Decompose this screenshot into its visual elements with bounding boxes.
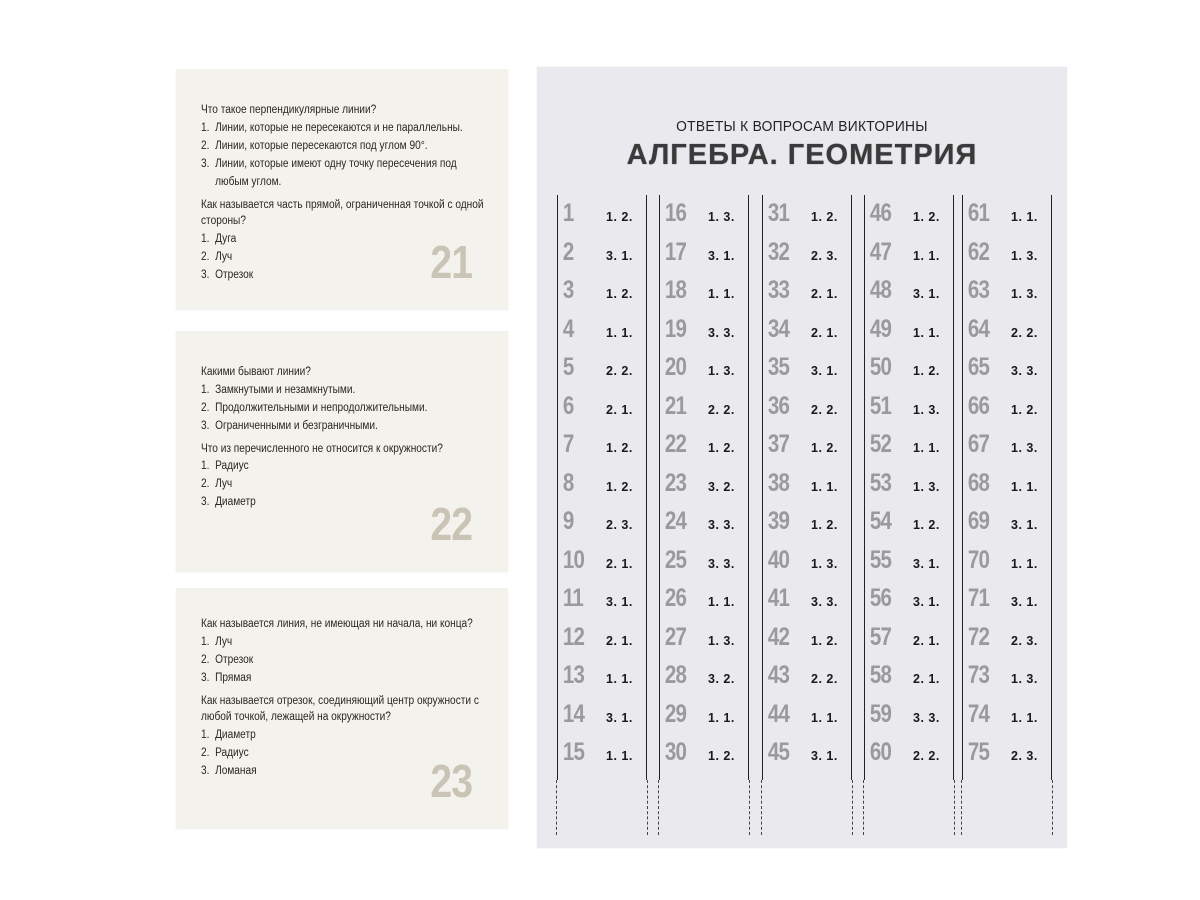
answer-option — [201, 417, 491, 435]
answer-row — [763, 199, 851, 235]
option-number: 3. — [201, 496, 210, 508]
option-text: Линии, которые не пересекаются и не параллельны. — [215, 121, 463, 134]
answer-code: 1. 1. — [708, 595, 735, 609]
answer-code: 1. 3. — [708, 633, 735, 648]
answer-code: 2. 3. — [811, 248, 838, 263]
answer-sheet-subtitle: ОТВЕТЫ К ВОПРОСАМ ВИКТОРИНЫ — [676, 118, 928, 135]
option-text: Отрезок — [215, 268, 254, 281]
question-number: 5 — [562, 353, 574, 381]
question-number: 63 — [967, 276, 990, 304]
answer-row — [558, 392, 646, 428]
question-number: 32 — [767, 237, 790, 266]
answer-code: 1. 3. — [708, 364, 735, 378]
question-number: 52 — [869, 430, 892, 458]
option-number: 3. — [201, 157, 210, 170]
answer-row — [763, 584, 851, 620]
answer-option — [201, 399, 491, 417]
answer-row — [963, 238, 1051, 274]
option-number: 1. — [201, 728, 210, 741]
option-number: 1. — [201, 460, 210, 472]
question-number: 19 — [664, 314, 687, 343]
answer-row — [865, 238, 953, 274]
question-number: 4 — [562, 314, 574, 343]
answer-code: 1. 3. — [1011, 287, 1038, 301]
question-number: 71 — [967, 584, 990, 612]
answer-option — [201, 155, 491, 191]
answer-row — [660, 238, 748, 274]
answer-code: 1. 3. — [1011, 441, 1038, 455]
answer-code: 1. 1. — [708, 287, 735, 301]
answer-code: 1. 2. — [606, 479, 633, 494]
answer-row — [763, 700, 851, 736]
answer-code: 1. 3. — [708, 210, 735, 224]
answer-row — [963, 546, 1051, 582]
answer-options — [201, 633, 491, 687]
answer-row — [963, 623, 1051, 659]
answer-sheet — [537, 67, 1067, 848]
answer-row — [660, 276, 748, 312]
option-number: 3. — [201, 764, 210, 777]
answer-code: 1. 3. — [1011, 672, 1038, 686]
answer-code: 1. 1. — [913, 248, 940, 263]
option-text: Радиус — [215, 746, 249, 759]
question-number: 40 — [767, 545, 790, 574]
answer-code: 2. 1. — [811, 325, 838, 340]
answer-row — [558, 738, 646, 774]
answer-code: 3. 3. — [708, 556, 735, 571]
question-number: 42 — [767, 622, 790, 651]
question-number: 33 — [767, 276, 790, 304]
option-number: 2. — [201, 746, 210, 759]
answer-column-2 — [659, 195, 749, 780]
answer-row — [865, 315, 953, 351]
option-number: 3. — [201, 419, 210, 432]
question-number: 54 — [869, 507, 892, 535]
option-number: 2. — [201, 250, 210, 263]
answer-code: 1. 2. — [1011, 402, 1038, 417]
question-number: 73 — [967, 661, 990, 689]
answer-row — [660, 353, 748, 389]
answer-option — [201, 633, 491, 651]
question-number: 2 — [562, 237, 574, 266]
answer-code: 2. 2. — [811, 402, 838, 417]
answer-options — [201, 381, 491, 435]
answer-code: 2. 3. — [1011, 749, 1038, 763]
answer-code: 3. 3. — [708, 518, 735, 532]
answer-option — [201, 457, 491, 475]
answer-row — [558, 276, 646, 312]
question-number: 34 — [767, 314, 790, 343]
answer-row — [865, 546, 953, 582]
answer-code: 3. 1. — [1011, 518, 1038, 532]
answer-row — [963, 353, 1051, 389]
question-number: 46 — [869, 199, 892, 227]
question-number: 1 — [562, 199, 574, 227]
question-number: 6 — [562, 391, 574, 420]
option-number: 2. — [201, 653, 210, 666]
question-number: 56 — [869, 584, 892, 612]
question-text: Что такое перпендикулярные линии? — [201, 104, 377, 116]
question-number: 66 — [967, 391, 990, 420]
answer-code: 3. 2. — [708, 479, 735, 494]
answer-code: 3. 1. — [606, 248, 633, 263]
answer-row — [865, 584, 953, 620]
answer-code: 2. 1. — [913, 633, 940, 648]
answer-row — [660, 738, 748, 774]
answer-row — [558, 546, 646, 582]
question-number: 23 — [664, 468, 687, 497]
option-number: 1. — [201, 121, 210, 134]
option-text: Луч — [215, 478, 233, 490]
answer-row — [865, 353, 953, 389]
quiz-card-23 — [176, 588, 508, 828]
answer-row — [558, 661, 646, 697]
answer-row — [660, 507, 748, 543]
answer-row — [865, 276, 953, 312]
answer-row — [763, 661, 851, 697]
answer-code: 1. 2. — [913, 210, 940, 224]
option-text: Прямая — [215, 671, 252, 684]
answer-row — [660, 430, 748, 466]
option-number: 1. — [201, 635, 210, 648]
answer-code: 3. 1. — [913, 287, 940, 301]
answer-row — [763, 392, 851, 428]
answer-code: 1. 1. — [913, 441, 940, 455]
answer-row — [558, 507, 646, 543]
answer-code: 1. 1. — [1011, 710, 1038, 725]
card-number: 23 — [430, 755, 472, 807]
question-number: 3 — [562, 276, 574, 304]
question-number: 55 — [869, 545, 892, 574]
question-number: 69 — [967, 507, 990, 535]
quiz-card-21 — [176, 69, 508, 309]
answer-code: 1. 2. — [606, 287, 633, 301]
answer-code: 1. 2. — [913, 364, 940, 378]
answer-row — [963, 738, 1051, 774]
answer-row — [660, 661, 748, 697]
answer-code: 3. 1. — [606, 710, 633, 725]
answer-row — [660, 315, 748, 351]
answer-code: 1. 3. — [811, 556, 838, 571]
option-number: 1. — [201, 232, 210, 245]
question-number: 72 — [967, 622, 990, 651]
answer-row — [763, 238, 851, 274]
question-number: 27 — [664, 622, 687, 651]
question-number: 59 — [869, 699, 892, 728]
question-number: 38 — [767, 468, 790, 497]
quiz-card-22 — [176, 331, 508, 571]
answer-option — [201, 119, 491, 137]
answer-option — [201, 726, 491, 744]
answer-row — [963, 430, 1051, 466]
answer-code: 3. 3. — [811, 595, 838, 609]
option-text: Замкнутыми и незамкнутыми. — [215, 383, 356, 396]
question-number: 61 — [967, 199, 990, 227]
answer-row — [865, 738, 953, 774]
answer-row — [963, 276, 1051, 312]
option-text: Луч — [215, 250, 233, 263]
answer-code: 2. 2. — [811, 672, 838, 686]
question-text: Как называется отрезок, соединяющий центр окружности с любой точкой, лежащей на окружности? — [201, 694, 479, 723]
answer-option — [201, 475, 491, 493]
answer-row — [558, 353, 646, 389]
question-number: 9 — [562, 507, 574, 535]
question-number: 17 — [664, 237, 687, 266]
answer-code: 1. 2. — [708, 749, 735, 763]
question-number: 58 — [869, 661, 892, 689]
option-number: 2. — [201, 478, 210, 490]
question-number: 21 — [664, 391, 687, 420]
answer-row — [660, 700, 748, 736]
answer-row — [763, 430, 851, 466]
question-number: 26 — [664, 584, 687, 612]
answer-row — [865, 623, 953, 659]
question-number: 11 — [562, 584, 583, 612]
question-number: 70 — [967, 545, 990, 574]
answer-row — [865, 507, 953, 543]
answer-row — [865, 199, 953, 235]
answer-options — [201, 119, 491, 191]
answer-column-1 — [557, 195, 647, 780]
answer-row — [660, 546, 748, 582]
answer-row — [963, 199, 1051, 235]
answer-code: 2. 1. — [606, 556, 633, 571]
answer-row — [763, 469, 851, 505]
question-number: 37 — [767, 430, 790, 458]
question-number: 60 — [869, 738, 892, 766]
answer-code: 1. 1. — [708, 710, 735, 725]
answer-code: 1. 1. — [811, 479, 838, 494]
question-number: 49 — [869, 314, 892, 343]
answer-row — [763, 507, 851, 543]
question-number: 44 — [767, 699, 790, 728]
question-number: 36 — [767, 391, 790, 420]
answer-row — [558, 469, 646, 505]
card-number: 21 — [430, 236, 472, 288]
answer-code: 3. 1. — [606, 595, 633, 609]
question-number: 50 — [869, 353, 892, 381]
answer-code: 1. 1. — [606, 749, 633, 763]
question-number: 57 — [869, 622, 892, 651]
question-number: 12 — [562, 622, 585, 651]
question-number: 62 — [967, 237, 990, 266]
answer-row — [763, 546, 851, 582]
option-number: 2. — [201, 401, 210, 414]
answer-code: 3. 2. — [708, 672, 735, 686]
answer-sheet-title: АЛГЕБРА. ГЕОМЕТРИЯ — [626, 139, 978, 171]
answer-row — [763, 738, 851, 774]
answer-row — [763, 276, 851, 312]
answer-option — [201, 669, 491, 687]
option-text: Ограниченными и безграничными. — [215, 419, 378, 432]
answer-code: 2. 2. — [1011, 325, 1038, 340]
answer-code: 2. 2. — [913, 749, 940, 763]
option-number: 1. — [201, 383, 210, 396]
option-number: 3. — [201, 671, 210, 684]
question-number: 43 — [767, 661, 790, 689]
card-number: 22 — [430, 498, 472, 550]
answer-row — [865, 661, 953, 697]
answer-row — [660, 199, 748, 235]
answer-code: 3. 3. — [1011, 364, 1038, 378]
option-text: Диаметр — [215, 496, 256, 508]
question-number: 31 — [767, 199, 790, 227]
answer-option — [201, 137, 491, 155]
answer-row — [763, 623, 851, 659]
answer-code: 1. 3. — [1011, 248, 1038, 263]
answer-code: 3. 1. — [913, 556, 940, 571]
answer-row — [558, 238, 646, 274]
answer-row — [558, 700, 646, 736]
question-text: Какими бывают линии? — [201, 366, 311, 378]
option-text: Линии, которые имеют одну точку пересечения под любым углом. — [215, 157, 457, 188]
question-number: 68 — [967, 468, 990, 497]
option-number: 2. — [201, 139, 210, 152]
answer-code: 2. 1. — [913, 672, 940, 686]
question-text: Что из перечисленного не относится к окружности? — [201, 442, 443, 455]
answer-code: 1. 1. — [606, 325, 633, 340]
answer-code: 2. 1. — [606, 402, 633, 417]
question-number: 29 — [664, 699, 687, 728]
question-text: Как называется линия, не имеющая ни начала, ни конца? — [201, 618, 473, 630]
answer-code: 1. 1. — [913, 325, 940, 340]
answer-option — [201, 651, 491, 669]
answer-code: 3. 1. — [811, 749, 838, 763]
option-text: Радиус — [215, 460, 249, 472]
answer-code: 2. 2. — [606, 364, 633, 378]
question-number: 74 — [967, 699, 990, 728]
answer-row — [660, 584, 748, 620]
answer-row — [763, 315, 851, 351]
question-text: Как называется часть прямой, ограниченная точкой с одной стороны? — [201, 198, 484, 227]
answer-code: 3. 1. — [708, 248, 735, 263]
question-number: 10 — [562, 545, 585, 574]
question-number: 45 — [767, 738, 790, 766]
answer-option — [201, 381, 491, 399]
question-number: 18 — [664, 276, 687, 304]
answer-code: 1. 1. — [1011, 210, 1038, 224]
question-number: 13 — [562, 661, 585, 689]
option-number: 3. — [201, 268, 210, 281]
question-number: 75 — [967, 738, 990, 766]
answer-code: 1. 3. — [913, 479, 940, 494]
option-text: Ломаная — [215, 764, 257, 777]
option-text: Луч — [215, 635, 233, 648]
answer-row — [963, 700, 1051, 736]
question-number: 51 — [869, 391, 892, 420]
answer-row — [558, 623, 646, 659]
question-number: 67 — [967, 430, 990, 458]
question-number: 53 — [869, 468, 892, 497]
answer-code: 1. 2. — [913, 518, 940, 532]
answer-code: 3. 1. — [913, 595, 940, 609]
question-number: 16 — [664, 199, 687, 227]
question-number: 35 — [767, 353, 790, 381]
answer-column-3 — [762, 195, 852, 780]
answer-code: 1. 3. — [913, 402, 940, 417]
answer-code: 3. 1. — [1011, 595, 1038, 609]
answer-code: 1. 2. — [811, 633, 838, 648]
answer-row — [865, 469, 953, 505]
answer-code: 2. 3. — [606, 518, 633, 532]
question-number: 41 — [767, 584, 790, 612]
question-number: 65 — [967, 353, 990, 381]
question-number: 7 — [562, 430, 574, 458]
answer-row — [963, 315, 1051, 351]
answer-row — [558, 430, 646, 466]
option-text: Диаметр — [215, 728, 256, 741]
question-number: 8 — [562, 468, 574, 497]
question-number: 20 — [664, 353, 687, 381]
answer-code: 2. 1. — [606, 633, 633, 648]
question-number: 64 — [967, 314, 990, 343]
answer-row — [660, 392, 748, 428]
card-content — [201, 364, 491, 511]
question-number: 25 — [664, 545, 687, 574]
question-number: 30 — [664, 738, 687, 766]
question-number: 48 — [869, 276, 892, 304]
answer-code: 1. 2. — [811, 210, 838, 224]
answer-row — [660, 623, 748, 659]
answer-row — [558, 199, 646, 235]
answer-row — [763, 353, 851, 389]
answer-code: 1. 2. — [606, 210, 633, 224]
answer-code: 2. 3. — [1011, 633, 1038, 648]
answer-row — [558, 584, 646, 620]
question-number: 14 — [562, 699, 585, 728]
answer-row — [963, 469, 1051, 505]
option-text: Дуга — [215, 232, 237, 245]
answer-column-5 — [962, 195, 1052, 780]
answer-row — [963, 661, 1051, 697]
question-number: 39 — [767, 507, 790, 535]
answer-code: 3. 3. — [708, 325, 735, 340]
answer-row — [865, 700, 953, 736]
answer-row — [963, 584, 1051, 620]
answer-code: 1. 1. — [606, 672, 633, 686]
answer-code: 3. 1. — [811, 364, 838, 378]
answer-row — [963, 507, 1051, 543]
answer-code: 3. 3. — [913, 710, 940, 725]
answer-row — [963, 392, 1051, 428]
answer-row — [660, 469, 748, 505]
answer-column-4 — [864, 195, 954, 780]
question-number: 22 — [664, 430, 687, 458]
answer-row — [558, 315, 646, 351]
answer-code: 1. 2. — [811, 518, 838, 532]
option-text: Продолжительными и непродолжительными. — [215, 401, 428, 414]
question-number: 24 — [664, 507, 687, 535]
answer-code: 1. 2. — [811, 441, 838, 455]
option-text: Линии, которые пересекаются под углом 90°. — [215, 139, 428, 152]
answer-code: 1. 1. — [811, 710, 838, 725]
answer-code: 1. 1. — [1011, 556, 1038, 571]
answer-code: 2. 2. — [708, 402, 735, 417]
answer-code: 1. 2. — [708, 441, 735, 455]
answer-row — [865, 392, 953, 428]
question-number: 15 — [562, 738, 585, 766]
answer-code: 2. 1. — [811, 287, 838, 301]
question-number: 28 — [664, 661, 687, 689]
question-number: 47 — [869, 237, 892, 266]
answer-code: 1. 2. — [606, 441, 633, 455]
answer-code: 1. 1. — [1011, 479, 1038, 494]
option-text: Отрезок — [215, 653, 254, 666]
answer-row — [865, 430, 953, 466]
